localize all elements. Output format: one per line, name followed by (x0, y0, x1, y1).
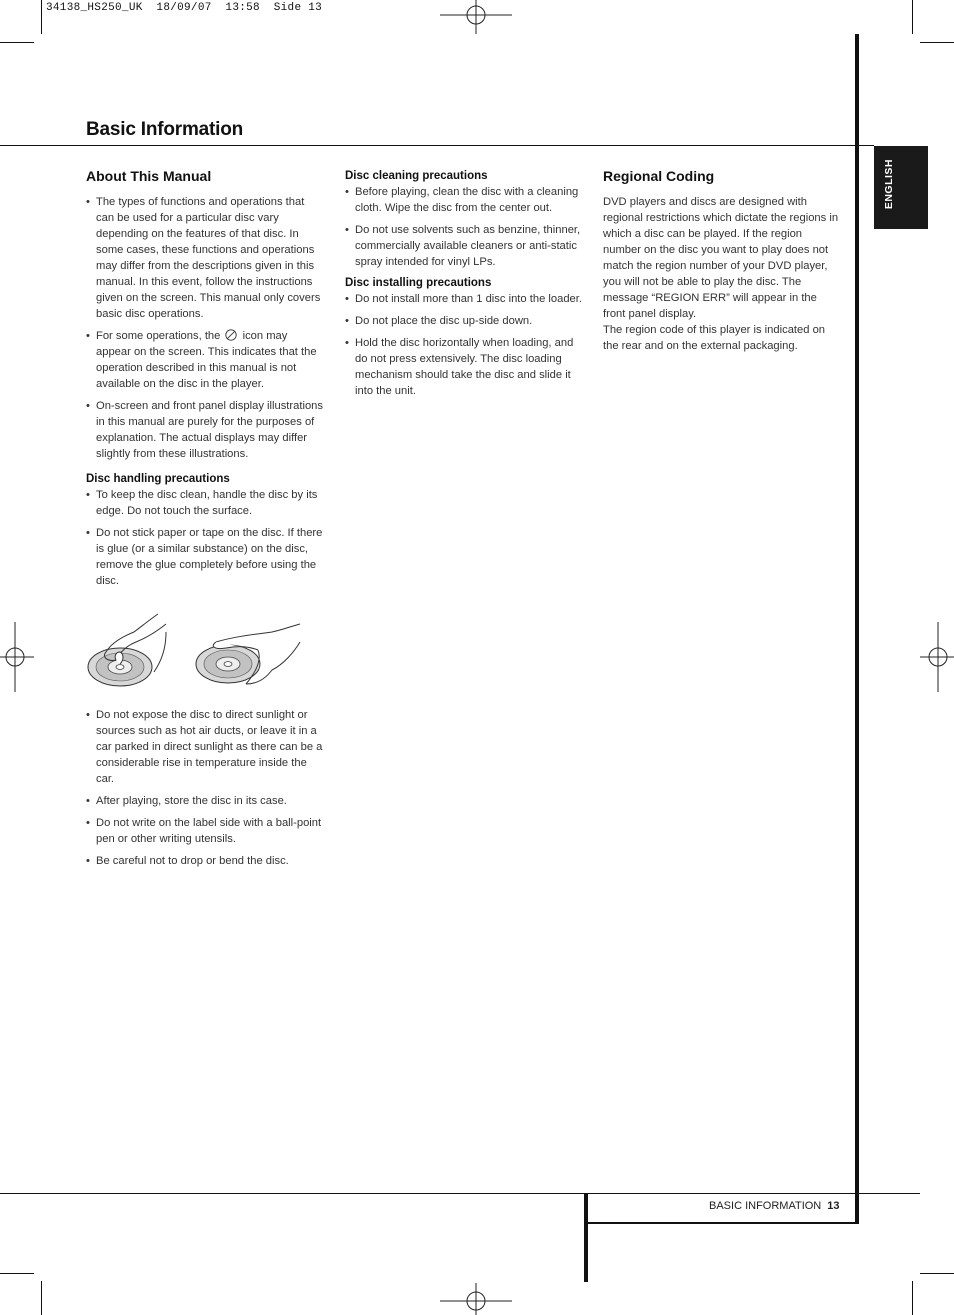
language-tab (874, 146, 928, 229)
list-item: • Hold the disc horizontally when loading, and do not press extensively. The disc loading mechanism should take the disc and slide it into the unit. (345, 335, 583, 399)
page-title: Basic Information (86, 119, 244, 140)
prohibited-icon (225, 329, 237, 341)
bullet-list (86, 707, 324, 869)
list-item: • Do not install more than 1 disc into the loader. (345, 291, 583, 307)
column-regional-coding (603, 167, 839, 354)
crop-mark (912, 1281, 913, 1315)
registration-mark-icon (440, 0, 512, 34)
section-heading: Regional Coding (603, 168, 715, 184)
registration-mark-icon (920, 622, 954, 692)
list-item: • The types of functions and operations that can be used for a particular disc vary depending on the features of that disc. In some cases, these functions and operations may differ from the descriptions given in this manual. In this event, follow the instructions given on the screen. This manual only covers basic disc operations. (86, 194, 324, 322)
registration-mark-icon (440, 1283, 512, 1315)
bullet-list (345, 291, 583, 399)
subsection-heading: Disc handling precautions (86, 473, 230, 485)
list-item: • Be careful not to drop or bend the disc. (86, 853, 324, 869)
language-tab-label: ENGLISH (883, 159, 895, 210)
registration-mark-icon (0, 622, 34, 692)
list-item-text: For some operations, the (96, 330, 221, 342)
bullet-list (86, 194, 324, 462)
list-item (86, 328, 324, 392)
print-header: 34138_HS250_UK 18/09/07 13:58 Side 13 (46, 2, 323, 14)
footer-vertical-bar (584, 1194, 588, 1282)
list-item: • After playing, store the disc in its case. (86, 793, 324, 809)
list-item-text: icon may appear on the screen. This indicates that the operation described in this manual is not available on the disc in the player. (96, 330, 317, 390)
crop-mark (920, 1273, 954, 1274)
disc-left-icon (88, 614, 166, 686)
subsection-heading: Disc installing precautions (345, 277, 492, 289)
crop-mark (0, 42, 34, 43)
list-item: • On-screen and front panel display illustrations in this manual are purely for the purposes of explanation. The actual displays may differ slightly from these illustrations. (86, 398, 324, 462)
crop-mark (920, 42, 954, 43)
column-about-manual (86, 167, 324, 595)
column-about-manual-continued (86, 707, 324, 875)
right-border-bar (855, 34, 859, 1224)
list-item: • Do not expose the disc to direct sunlight or sources such as hot air ducts, or leave it in a car parked in direct sunlight as there can be a considerable rise in temperature inside the car. (86, 707, 324, 787)
bullet-list (345, 184, 583, 270)
section-heading: About This Manual (86, 168, 212, 184)
footer-bottom-rule (588, 1222, 859, 1224)
crop-mark (41, 0, 42, 34)
crop-mark (41, 1281, 42, 1315)
list-item: • Do not use solvents such as benzine, thinner, commercially available cleaners or anti-static spray intended for vinyl LPs. (345, 222, 583, 270)
crop-mark (0, 1273, 34, 1274)
column-disc-precautions (345, 168, 583, 405)
crop-mark (912, 0, 913, 34)
list-item: • Before playing, clean the disc with a cleaning cloth. Wipe the disc from the center out. (345, 184, 583, 216)
page-footer (709, 1200, 840, 1212)
paragraph: DVD players and discs are designed with regional restrictions which dictate the regions in which a disc can be played. If the region number on the disc you want to play does not match the region number of your DVD player, you will not be able to play the disc. The message “REGION ERR” will appear in the front panel display. (603, 196, 839, 320)
bullet-list (86, 487, 324, 589)
list-item: • To keep the disc clean, handle the disc by its edge. Do not touch the surface. (86, 487, 324, 519)
page-number: 13 (827, 1200, 840, 1212)
list-item: • Do not stick paper or tape on the disc. If there is glue (or a similar substance) on the disc, remove the glue completely before using the disc. (86, 525, 324, 589)
disc-right-icon (196, 624, 300, 684)
subsection-heading: Disc cleaning precautions (345, 170, 488, 182)
list-item: • Do not write on the label side with a ball-point pen or other writing utensils. (86, 815, 324, 847)
footer-section-label: BASIC INFORMATION (709, 1200, 822, 1212)
footer-rule (0, 1193, 920, 1194)
paragraph: The region code of this player is indicated on the rear and on the external packaging. (603, 324, 826, 352)
list-item: • Do not place the disc up-side down. (345, 313, 583, 329)
disc-handling-illustration (86, 612, 304, 692)
title-rule (0, 145, 874, 146)
